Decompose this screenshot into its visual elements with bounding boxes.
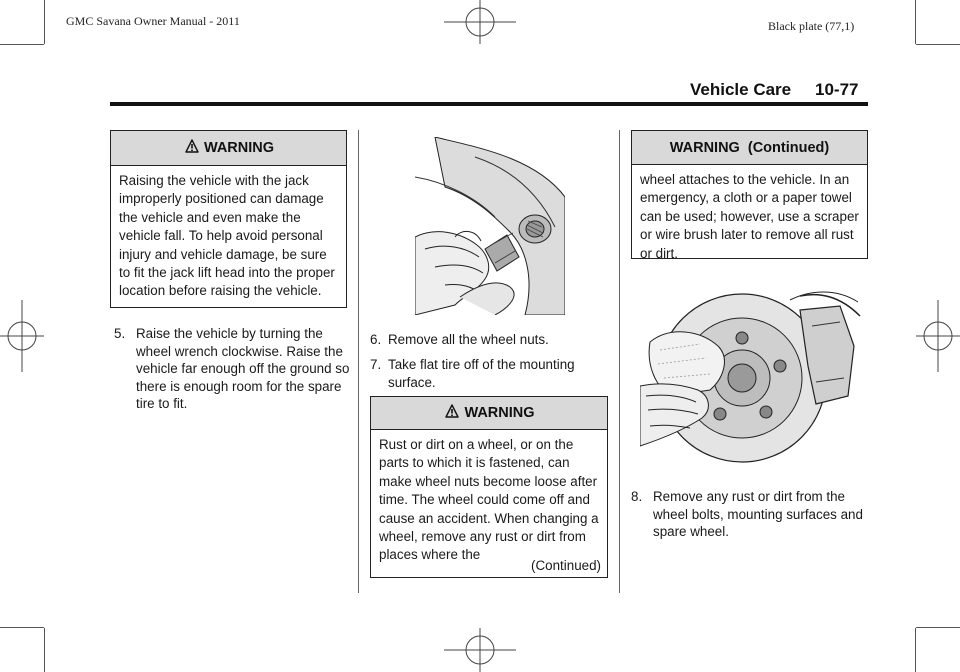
registration-mark-left: [0, 296, 44, 376]
header-rule: [110, 102, 868, 106]
plate-label: Black plate (77,1): [768, 19, 855, 33]
column-divider-2: [619, 130, 620, 593]
registration-mark-bottom: [440, 628, 520, 672]
warning-text: Raising the vehicle with the jack improperly positioned can damage the vehicle and even make the vehicle fall. To help avoid personal injury and vehicle damage, be sure to fit the jack lift head into the proper location before raising the vehicle.: [119, 173, 335, 299]
step-8: [631, 488, 871, 541]
column-divider-1: [358, 130, 359, 593]
warning-box-rust: [370, 396, 608, 578]
continued-label: (Continued): [531, 558, 601, 573]
warning-title: WARNING (Continued): [669, 140, 830, 156]
step-number: 8.: [631, 489, 643, 504]
step-number: 7.: [370, 357, 382, 372]
running-title: GMC Savana Owner Manual - 2011: [66, 14, 240, 28]
step-number: 6.: [370, 332, 382, 347]
step-number: 5.: [114, 326, 126, 341]
step-text: Remove all the wheel nuts.: [388, 332, 549, 347]
registration-mark-right: [916, 296, 960, 376]
warning-title: WARNING: [203, 140, 275, 156]
page-number: 10-77: [815, 80, 859, 99]
warning-box-continued: [631, 130, 868, 259]
step-text: Raise the vehicle by turning the wheel wrench clockwise. Raise the vehicle far enough off the ground so there is enough room for the spare tire to fit.: [136, 326, 350, 411]
warning-icon: [183, 137, 201, 155]
hub-cleaning-illustration: [640, 286, 862, 470]
warning-header: [632, 131, 867, 165]
step-text: Take flat tire off of the mounting surface.: [388, 357, 575, 390]
warning-text: Rust or dirt on a wheel, or on the parts to which it is fastened, can make wheel nuts become loose after time. The wheel could come off and cause an accident. When changing a wheel, remove any rust or dirt from places where the: [379, 437, 599, 563]
warning-box-jack: [110, 130, 347, 308]
wheel-nut-removal-illustration: [415, 137, 565, 315]
registration-mark-top: [440, 0, 520, 44]
warning-icon: [443, 402, 461, 420]
step-text: Remove any rust or dirt from the wheel bolts, mounting surfaces and spare wheel.: [653, 489, 863, 539]
step-7: [370, 356, 610, 391]
warning-text: wheel attaches to the vehicle. In an emergency, a cloth or a paper towel can be used; however, use a scraper or wire brush later to remove all rust or dirt.: [640, 172, 859, 261]
warning-header: [371, 397, 607, 430]
step-5: [114, 325, 354, 413]
warning-header: [111, 131, 346, 166]
warning-title: WARNING: [464, 405, 535, 421]
step-6: [370, 331, 615, 349]
section-title: Vehicle Care: [690, 80, 792, 99]
